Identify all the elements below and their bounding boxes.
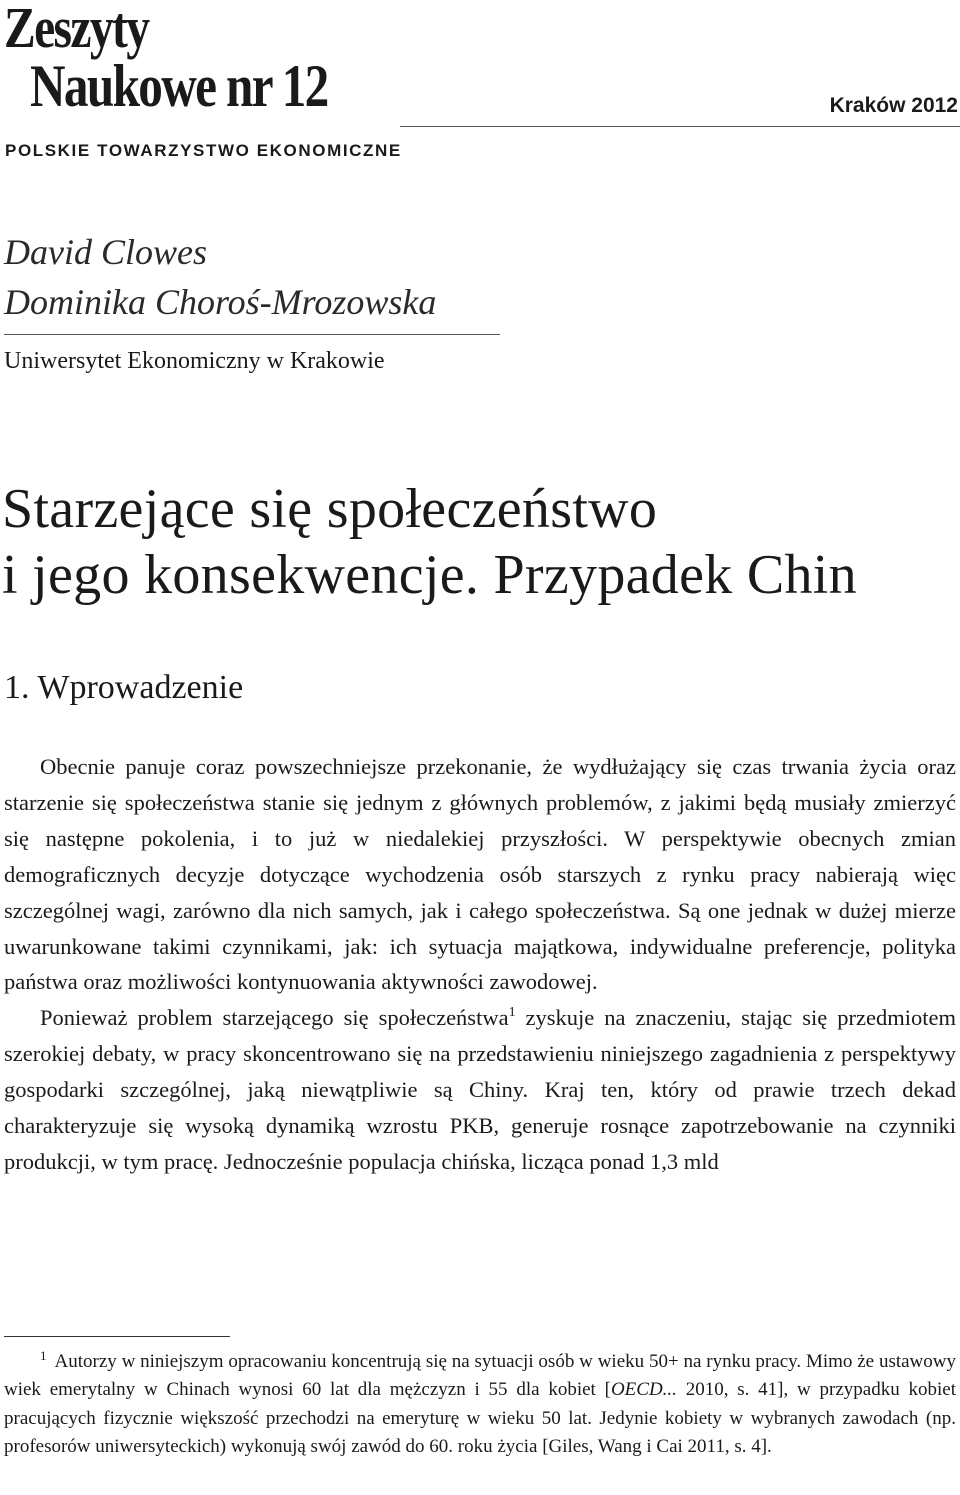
series-title-line1: Zeszyty: [4, 0, 149, 60]
author-name: David Clowes: [4, 232, 207, 272]
footnote-reference[interactable]: 1: [508, 1005, 516, 1021]
paragraph-text: Ponieważ problem starzejącego się społeczeństwa: [40, 1005, 509, 1031]
author-name: Dominika Choroś-Mrozowska: [4, 282, 437, 322]
footnote-rule: [4, 1336, 230, 1337]
header-rule: [400, 126, 960, 127]
footnote-number: 1: [40, 1348, 47, 1363]
footnote-paragraph: [4, 1348, 956, 1462]
series-title-line2: Naukowe nr 12: [30, 53, 328, 119]
affiliation: Uniwersytet Ekonomiczny w Krakowie: [4, 348, 385, 374]
footnote-text: Autorzy w niniejszym opracowaniu koncentrują się na sytuacji osób w wieku 50+ na rynku pracy. Mimo że ustawowy wiek emerytalny w Chinach wynosi 60 lat dla mężczyzn i 55 dla kobiet [: [4, 1351, 956, 1401]
section-heading: 1. Wprowadzenie: [4, 669, 244, 706]
author-rule: [4, 334, 500, 335]
footnote-citation: OECD...: [610, 1379, 677, 1401]
paper-title: [2, 476, 857, 608]
body-text: [4, 749, 956, 1180]
footnote-text: 2010, s. 41], w przypadku kobiet pracujących fizycznie większość przechodzi na emeryturę w wieku 50 lat. Jedynie kobiety w wybranych zawodach (np. profesorów uniwersyteckich) wykonują swój zawód do 60. roku życia [Giles, Wang i Cai 2011, s. 4].: [4, 1379, 956, 1458]
publisher: POLSKIE TOWARZYSTWO EKONOMICZNE: [5, 141, 402, 160]
footnote: [4, 1348, 956, 1462]
paper-title-line1: Starzejące się społeczeństwo: [2, 478, 658, 540]
paragraph: [4, 1000, 956, 1180]
paragraph: Obecnie panuje coraz powszechniejsze przekonanie, że wydłużający się czas trwania życia oraz starzenie się społeczeństwa stanie się jednym z głównych problemów, z jakimi będą musiały zmierzyć się następne pokolenia, i to już w niedalekiej przyszłości. W perspektywie obecnych zmian demograficznych decyzje dotyczące wychodzenia osób starszych z rynku pracy nabierają więc szczególnej wagi, zarówno dla nich samych, jak i całego społeczeństwa. Są one jednak w dużej mierze uwarunkowane takimi czynnikami, jak: ich sytuacja majątkowa, indywidualne preferencje, polityka państwa oraz możliwości kontynuowania aktywności zawodowej.: [4, 754, 956, 995]
paper-title-line2: i jego konsekwencje. Przypadek Chin: [2, 544, 857, 606]
paragraph-text: zyskuje na znaczeniu, stając się przedmiotem szerokiej debaty, w pracy skoncentrowano się na przedstawieniu niniejszego zagadnienia z perspektywy gospodarki szczególnej, jaką niewątpliwie są Chiny. Kraj ten, który od prawie trzech dekad charakteryzuje się wysoką dynamiką wzrostu PKB, generuje rosnące zapotrzebowanie na czynniki produkcji, w tym pracę. Jednocześnie populacja chińska, licząca ponad 1,3 mld: [4, 1005, 956, 1174]
city-year: Kraków 2012: [829, 94, 958, 117]
